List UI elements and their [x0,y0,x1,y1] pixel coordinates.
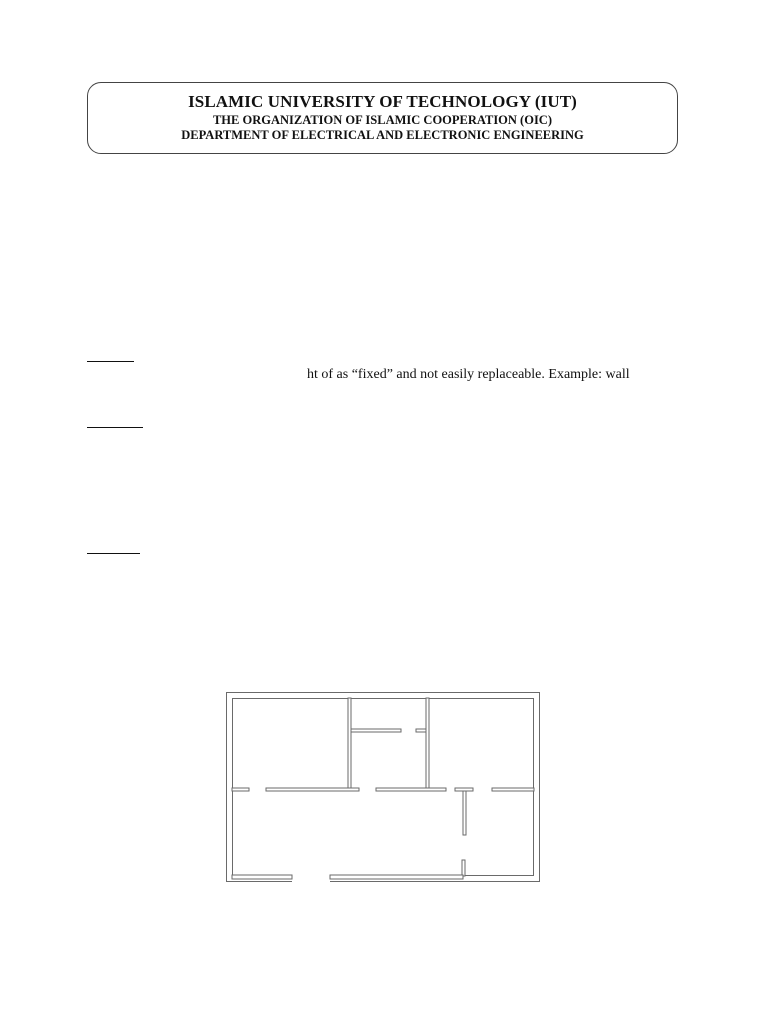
organization-name: THE ORGANIZATION OF ISLAMIC COOPERATION (OIC) [212,113,553,127]
underline-1 [87,361,134,362]
bottom-wall-seg-1 [232,875,292,879]
department-name: DEPARTMENT OF ELECTRICAL AND ELECTRONIC ENGINEERING [181,128,584,142]
door-gap-bottom-1 [292,873,330,882]
institution-header [87,82,678,154]
paragraph-fragment: ht of as “fixed” and not easily replaceable. Example: wall [307,367,630,382]
outer-wall-inner [233,699,534,876]
wall-h-5 [492,788,534,791]
wall-h-2 [266,788,359,791]
floor-plan-diagram [226,692,540,882]
wall-v-1 [348,698,351,788]
bottom-wall-seg-2 [330,875,463,879]
wall-v-3 [463,791,466,835]
wall-closet-top [351,729,401,732]
wall-v-2 [426,698,429,788]
wall-h-3 [376,788,446,791]
underline-2 [87,427,143,428]
underline-3 [87,553,140,554]
wall-h-1 [232,788,249,791]
wall-v-4 [462,860,465,876]
wall-closet-stub [416,729,426,732]
outer-wall-outer [227,693,540,882]
university-name: ISLAMIC UNIVERSITY OF TECHNOLOGY (IUT) [188,92,577,111]
